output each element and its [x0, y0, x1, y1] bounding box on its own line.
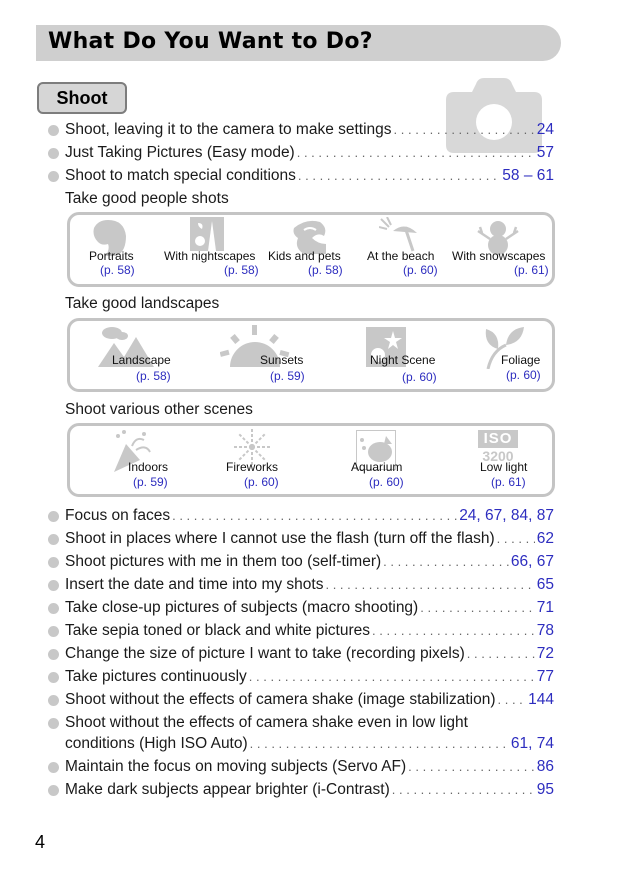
item-text: Shoot, leaving it to the camera to make settings: [65, 121, 392, 138]
scene-indoors[interactable]: Indoors (p. 59): [114, 426, 184, 496]
page-ref-link[interactable]: 65: [536, 576, 554, 593]
dot-leader: [372, 620, 535, 642]
page-ref-link[interactable]: (p. 60): [369, 475, 404, 489]
page-title: What Do You Want to Do?: [48, 29, 373, 54]
dot-leader: [249, 666, 535, 688]
dot-leader: [408, 756, 535, 778]
bullet-icon: [48, 718, 59, 729]
item-text: Change the size of picture I want to take (recording pixels): [65, 645, 465, 662]
page-ref-link[interactable]: 58 – 61: [502, 167, 554, 184]
item-text: Shoot without the effects of camera shake (image stabilization): [65, 691, 496, 708]
item-text: Make dark subjects appear brighter (i-Contrast): [65, 781, 390, 798]
page-ref-link[interactable]: 57: [536, 144, 554, 161]
list-item[interactable]: [48, 142, 554, 164]
item-text: Shoot without the effects of camera shake even in low light: [65, 714, 468, 731]
bullet-icon: [48, 148, 59, 159]
title-bar: [36, 25, 561, 61]
other-scenes-box: [67, 423, 555, 497]
dot-leader: [172, 505, 457, 527]
dot-leader: [467, 643, 535, 665]
page-ref-link[interactable]: (p. 60): [506, 368, 541, 382]
scene-nightscapes[interactable]: With nightscapes (p. 58): [162, 215, 262, 285]
page-ref-link[interactable]: (p. 58): [308, 263, 343, 277]
dot-leader: [298, 165, 500, 187]
bullet-icon: [48, 785, 59, 796]
item-text: Take close-up pictures of subjects (macro shooting): [65, 599, 419, 616]
bullet-icon: [48, 171, 59, 182]
page-ref-link[interactable]: (p. 61): [491, 475, 526, 489]
bullet-icon: [48, 125, 59, 136]
nightscape-icon: [190, 217, 224, 251]
list-item-continued[interactable]: [48, 733, 554, 755]
list-item[interactable]: [48, 165, 554, 187]
dot-leader: [325, 574, 534, 596]
other-scenes-heading: Shoot various other scenes: [65, 401, 253, 418]
item-text: Maintain the focus on moving subjects (Servo AF): [65, 758, 407, 775]
list-item[interactable]: [48, 689, 554, 711]
page-ref-link[interactable]: 24, 67, 84, 87: [459, 507, 554, 524]
bullet-icon: [48, 695, 59, 706]
page-ref-link[interactable]: (p. 60): [402, 370, 437, 384]
scene-foliage[interactable]: Foliage (p. 60): [480, 321, 552, 391]
list-item[interactable]: [48, 620, 554, 642]
bullet-icon: [48, 626, 59, 637]
bullet-icon: [48, 762, 59, 773]
page-ref-link[interactable]: (p. 60): [244, 475, 279, 489]
dot-leader: [392, 779, 535, 801]
people-scenes-box: [67, 212, 555, 287]
page-ref-link[interactable]: (p. 61): [514, 263, 549, 277]
people-shots-heading: Take good people shots: [65, 190, 229, 207]
list-item[interactable]: [48, 505, 554, 527]
page-ref-link[interactable]: 144: [528, 691, 554, 708]
page-ref-link[interactable]: 62: [536, 530, 554, 547]
item-text: Take pictures continuously: [65, 668, 247, 685]
scene-kids-and-pets[interactable]: Kids and pets (p. 58): [268, 215, 348, 285]
page-ref-link[interactable]: (p. 58): [100, 263, 135, 277]
landscape-scenes-box: [67, 318, 555, 392]
list-item[interactable]: [48, 756, 554, 778]
scene-sunsets[interactable]: Sunsets (p. 59): [220, 321, 320, 391]
page-ref-link[interactable]: 78: [536, 622, 554, 639]
bullet-icon: [48, 603, 59, 614]
section-tab-shoot: Shoot: [37, 82, 127, 114]
landscapes-heading: Take good landscapes: [65, 295, 220, 312]
item-text: Shoot in places where I cannot use the flash (turn off the flash): [65, 530, 495, 547]
page-ref-link[interactable]: 77: [536, 668, 554, 685]
page-number: 4: [35, 832, 46, 852]
page-ref-link[interactable]: 72: [536, 645, 554, 662]
bullet-icon: [48, 557, 59, 568]
scene-portraits[interactable]: Portraits (p. 58): [84, 215, 154, 285]
scene-fireworks[interactable]: Fireworks (p. 60): [226, 426, 306, 496]
bullet-icon: [48, 534, 59, 545]
scene-low-light[interactable]: ISO 3200 Low light (p. 61): [480, 430, 528, 489]
page-ref-link[interactable]: 24: [536, 121, 554, 138]
dot-leader: [420, 597, 535, 619]
bullet-icon: [48, 511, 59, 522]
list-item[interactable]: [48, 712, 554, 734]
page-ref-link[interactable]: 71: [536, 599, 554, 616]
page-ref-link[interactable]: (p. 59): [270, 369, 305, 383]
list-item[interactable]: [48, 574, 554, 596]
page-ref-link[interactable]: (p. 58): [136, 369, 171, 383]
list-item[interactable]: [48, 666, 554, 688]
bullet-icon: [48, 672, 59, 683]
scene-landscape[interactable]: Landscape (p. 58): [98, 321, 198, 391]
iso-3200-icon: ISO 3200: [478, 430, 518, 468]
page-ref-link[interactable]: 95: [536, 781, 554, 798]
dot-leader: [394, 119, 535, 141]
bullet-icon: [48, 649, 59, 660]
page-ref-link[interactable]: 86: [536, 758, 554, 775]
page-ref-link[interactable]: 66, 67: [510, 553, 554, 570]
list-item[interactable]: [48, 119, 554, 141]
list-item[interactable]: [48, 643, 554, 665]
item-text: Shoot pictures with me in them too (self-timer): [65, 553, 382, 570]
dot-leader: [383, 551, 509, 573]
list-item[interactable]: [48, 779, 554, 801]
item-text: Insert the date and time into my shots: [65, 576, 324, 593]
list-item[interactable]: [48, 528, 554, 550]
dot-leader: [250, 733, 509, 755]
item-text: Shoot to match special conditions: [65, 167, 296, 184]
item-text: Focus on faces: [65, 507, 171, 524]
page-ref-link[interactable]: (p. 59): [133, 475, 168, 489]
scene-with-snowscapes[interactable]: With snowscapes (p. 61): [452, 215, 552, 285]
page-ref-link[interactable]: (p. 60): [403, 263, 438, 277]
dot-leader: [497, 528, 535, 550]
item-text: Take sepia toned or black and white pictures: [65, 622, 371, 639]
beach-icon: [379, 217, 421, 253]
item-text: Just Taking Pictures (Easy mode): [65, 144, 295, 161]
dot-leader: [297, 142, 535, 164]
page-ref-link[interactable]: (p. 58): [224, 263, 259, 277]
page-ref-link[interactable]: 61, 74: [510, 735, 554, 752]
scene-aquarium[interactable]: Aquarium (p. 60): [348, 426, 428, 496]
list-item[interactable]: [48, 551, 554, 573]
scene-at-the-beach[interactable]: At the beach (p. 60): [365, 215, 445, 285]
bullet-icon: [48, 580, 59, 591]
scene-night-scene[interactable]: Night Scene (p. 60): [366, 321, 456, 391]
dot-leader: [498, 689, 527, 711]
list-item[interactable]: [48, 597, 554, 619]
item-text: conditions (High ISO Auto): [65, 735, 248, 752]
